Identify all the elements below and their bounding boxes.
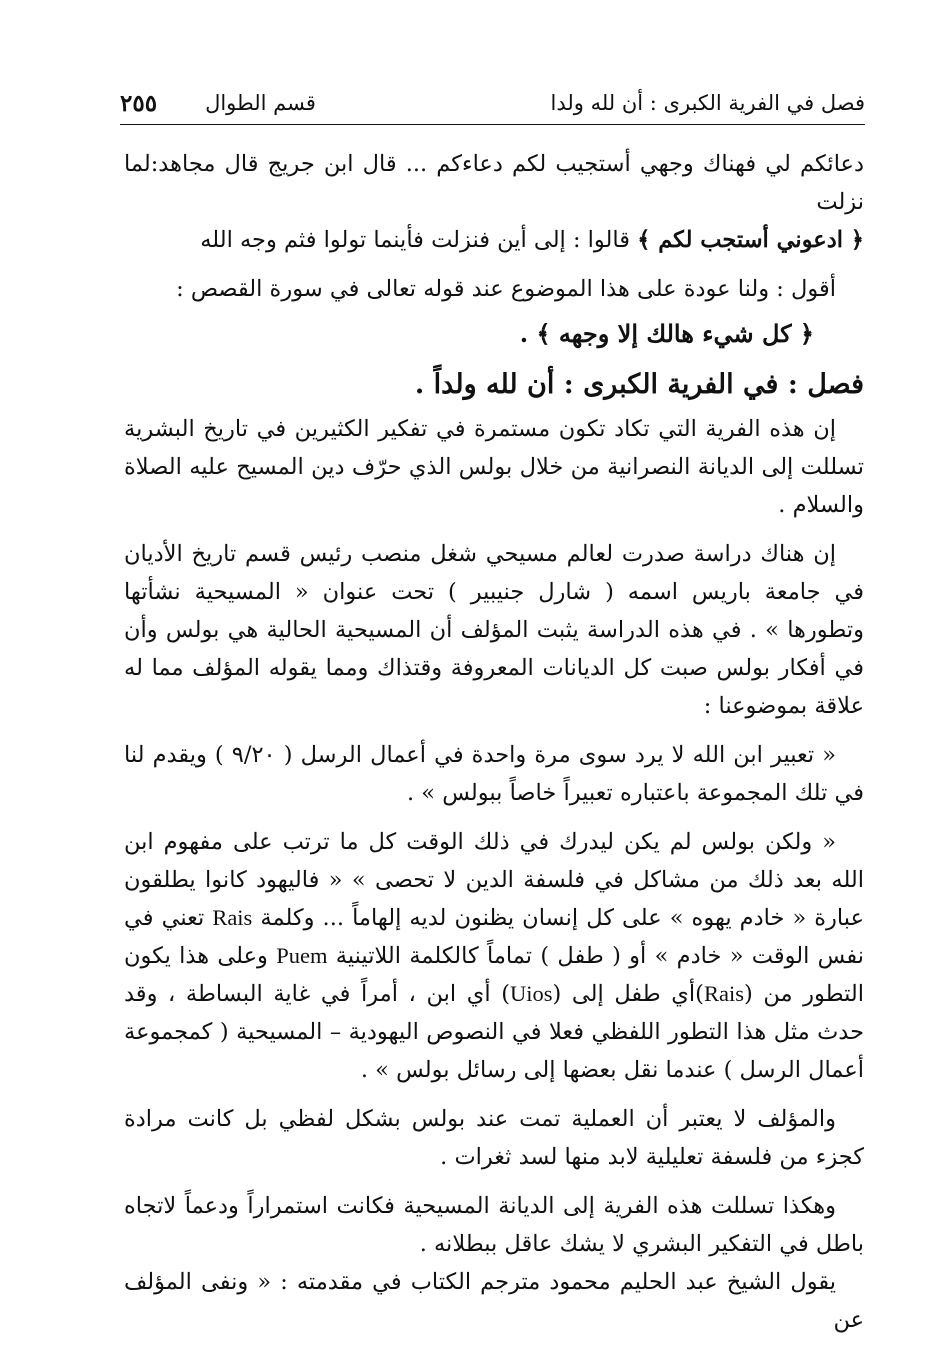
paragraph: دعائكم لي فهناك وجهي أستجيب لكم دعاءكم ... قال ابن جريج قال مجاهد:لما نزلت xyxy=(124,151,864,215)
paragraph-text: وعلى هذا يكون التطور من ( xyxy=(124,943,864,1007)
page-body xyxy=(124,145,864,1339)
header-meta xyxy=(120,90,316,117)
paragraph-text: تعني في نفس الوقت « خادم » أو ( طفل ) تماماً كالكلمة اللاتينية xyxy=(124,905,865,969)
paragraph: إن هناك دراسة صدرت لعالم مسيحي شغل منصب رئيس قسم تاريخ الأديان في جامعة باريس اسمه ( شارل جنيبير ) تحت عنوان « المسيحية نشأتها وتطورها » . في هذه الدراسة يثبت المؤلف أن المسيحية الحالية هي بولس وأن في أفكار بولس صبت كل الديانات المعروفة وقتذاك ومما يقوله المؤلف مما له علاقة بموضوعنا : xyxy=(124,541,864,719)
paragraph: إن هذه الفرية التي تكاد تكون مستمرة في تفكير الكثيرين في تاريخ البشرية تسللت إلى الديانة النصرانية من خلال بولس الذي حرّف دين المسيح عليه الصلاة والسلام . xyxy=(124,416,864,518)
paragraph: والمؤلف لا يعتبر أن العملية تمت عند بولس بشكل لفظي بل كانت مرادة كجزء من فلسفة تعليلية لابد منها لسد ثغرات . xyxy=(124,1106,864,1170)
latin-term: Puem xyxy=(276,943,328,968)
latin-term: Rais xyxy=(703,981,744,1006)
page-number: ٢٥٥ xyxy=(120,89,158,117)
paragraph-text: . xyxy=(519,319,537,348)
quran-verse-block xyxy=(124,308,864,360)
quran-verse: ﴿ كل شيء هالك إلا وجهه ﴾ xyxy=(536,319,814,348)
paragraph-text: قالوا : إلى أين فنزلت فأينما تولوا فثم وجه الله xyxy=(200,227,638,253)
header-rule xyxy=(120,124,865,125)
latin-term: Rais xyxy=(212,905,253,930)
paragraph: أقول : ولنا عودة على هذا الموضوع عند قوله تعالى في سورة القصص : xyxy=(176,276,836,302)
paragraph: وهكذا تسللت هذه الفرية إلى الديانة المسيحية فكانت استمراراً ودعماً لاتجاه باطل في التفكير البشري لا يشك عاقل ببطلانه . xyxy=(124,1193,864,1257)
quotation xyxy=(124,823,864,1089)
paragraph xyxy=(124,221,864,259)
chapter-title: فصل في الفرية الكبرى : أن لله ولدا xyxy=(550,91,865,115)
quran-verse: ﴿ ادعوني أستجب لكم ﴾ xyxy=(637,227,864,253)
quotation: « تعبير ابن الله لا يرد سوى مرة واحدة في أعمال الرسل ( ٩/٢٠ ) ويقدم لنا في تلك المجموعة باعتباره تعبيراً خاصاً ببولس » . xyxy=(124,742,864,806)
latin-term: Uios xyxy=(509,981,553,1006)
running-header xyxy=(120,86,865,120)
section-heading: فصل : في الفرية الكبرى : أن لله ولداً . xyxy=(414,369,864,400)
paragraph: يقول الشيخ عبد الحليم محمود مترجم الكتاب في مقدمته : « ونفى المؤلف عن xyxy=(124,1269,864,1333)
paragraph-text: « ولكن بولس لم يكن ليدرك في ذلك الوقت كل ما ترتب على مفهوم ابن الله بعد ذلك من مشاكل في فلسفة الدين لا تحصى » « فاليهود كانوا يطلقون عبارة « خادم يهوه » على كل إنسان يظنون لديه إلهاماً ... وكلمة xyxy=(124,829,864,931)
paragraph-text: )أي طفل إلى ( xyxy=(552,981,704,1007)
section-name: قسم الطوال xyxy=(205,91,316,115)
paragraph-text: ) أي ابن ، أمراً في غاية البساطة ، وقد حدث مثل هذا التطور اللفظي فعلا في النصوص اليهودية – المسيحية ( كمجموعة أعمال الرسل ) عندما نقل بعضها إلى رسائل بولس » . xyxy=(124,981,864,1083)
